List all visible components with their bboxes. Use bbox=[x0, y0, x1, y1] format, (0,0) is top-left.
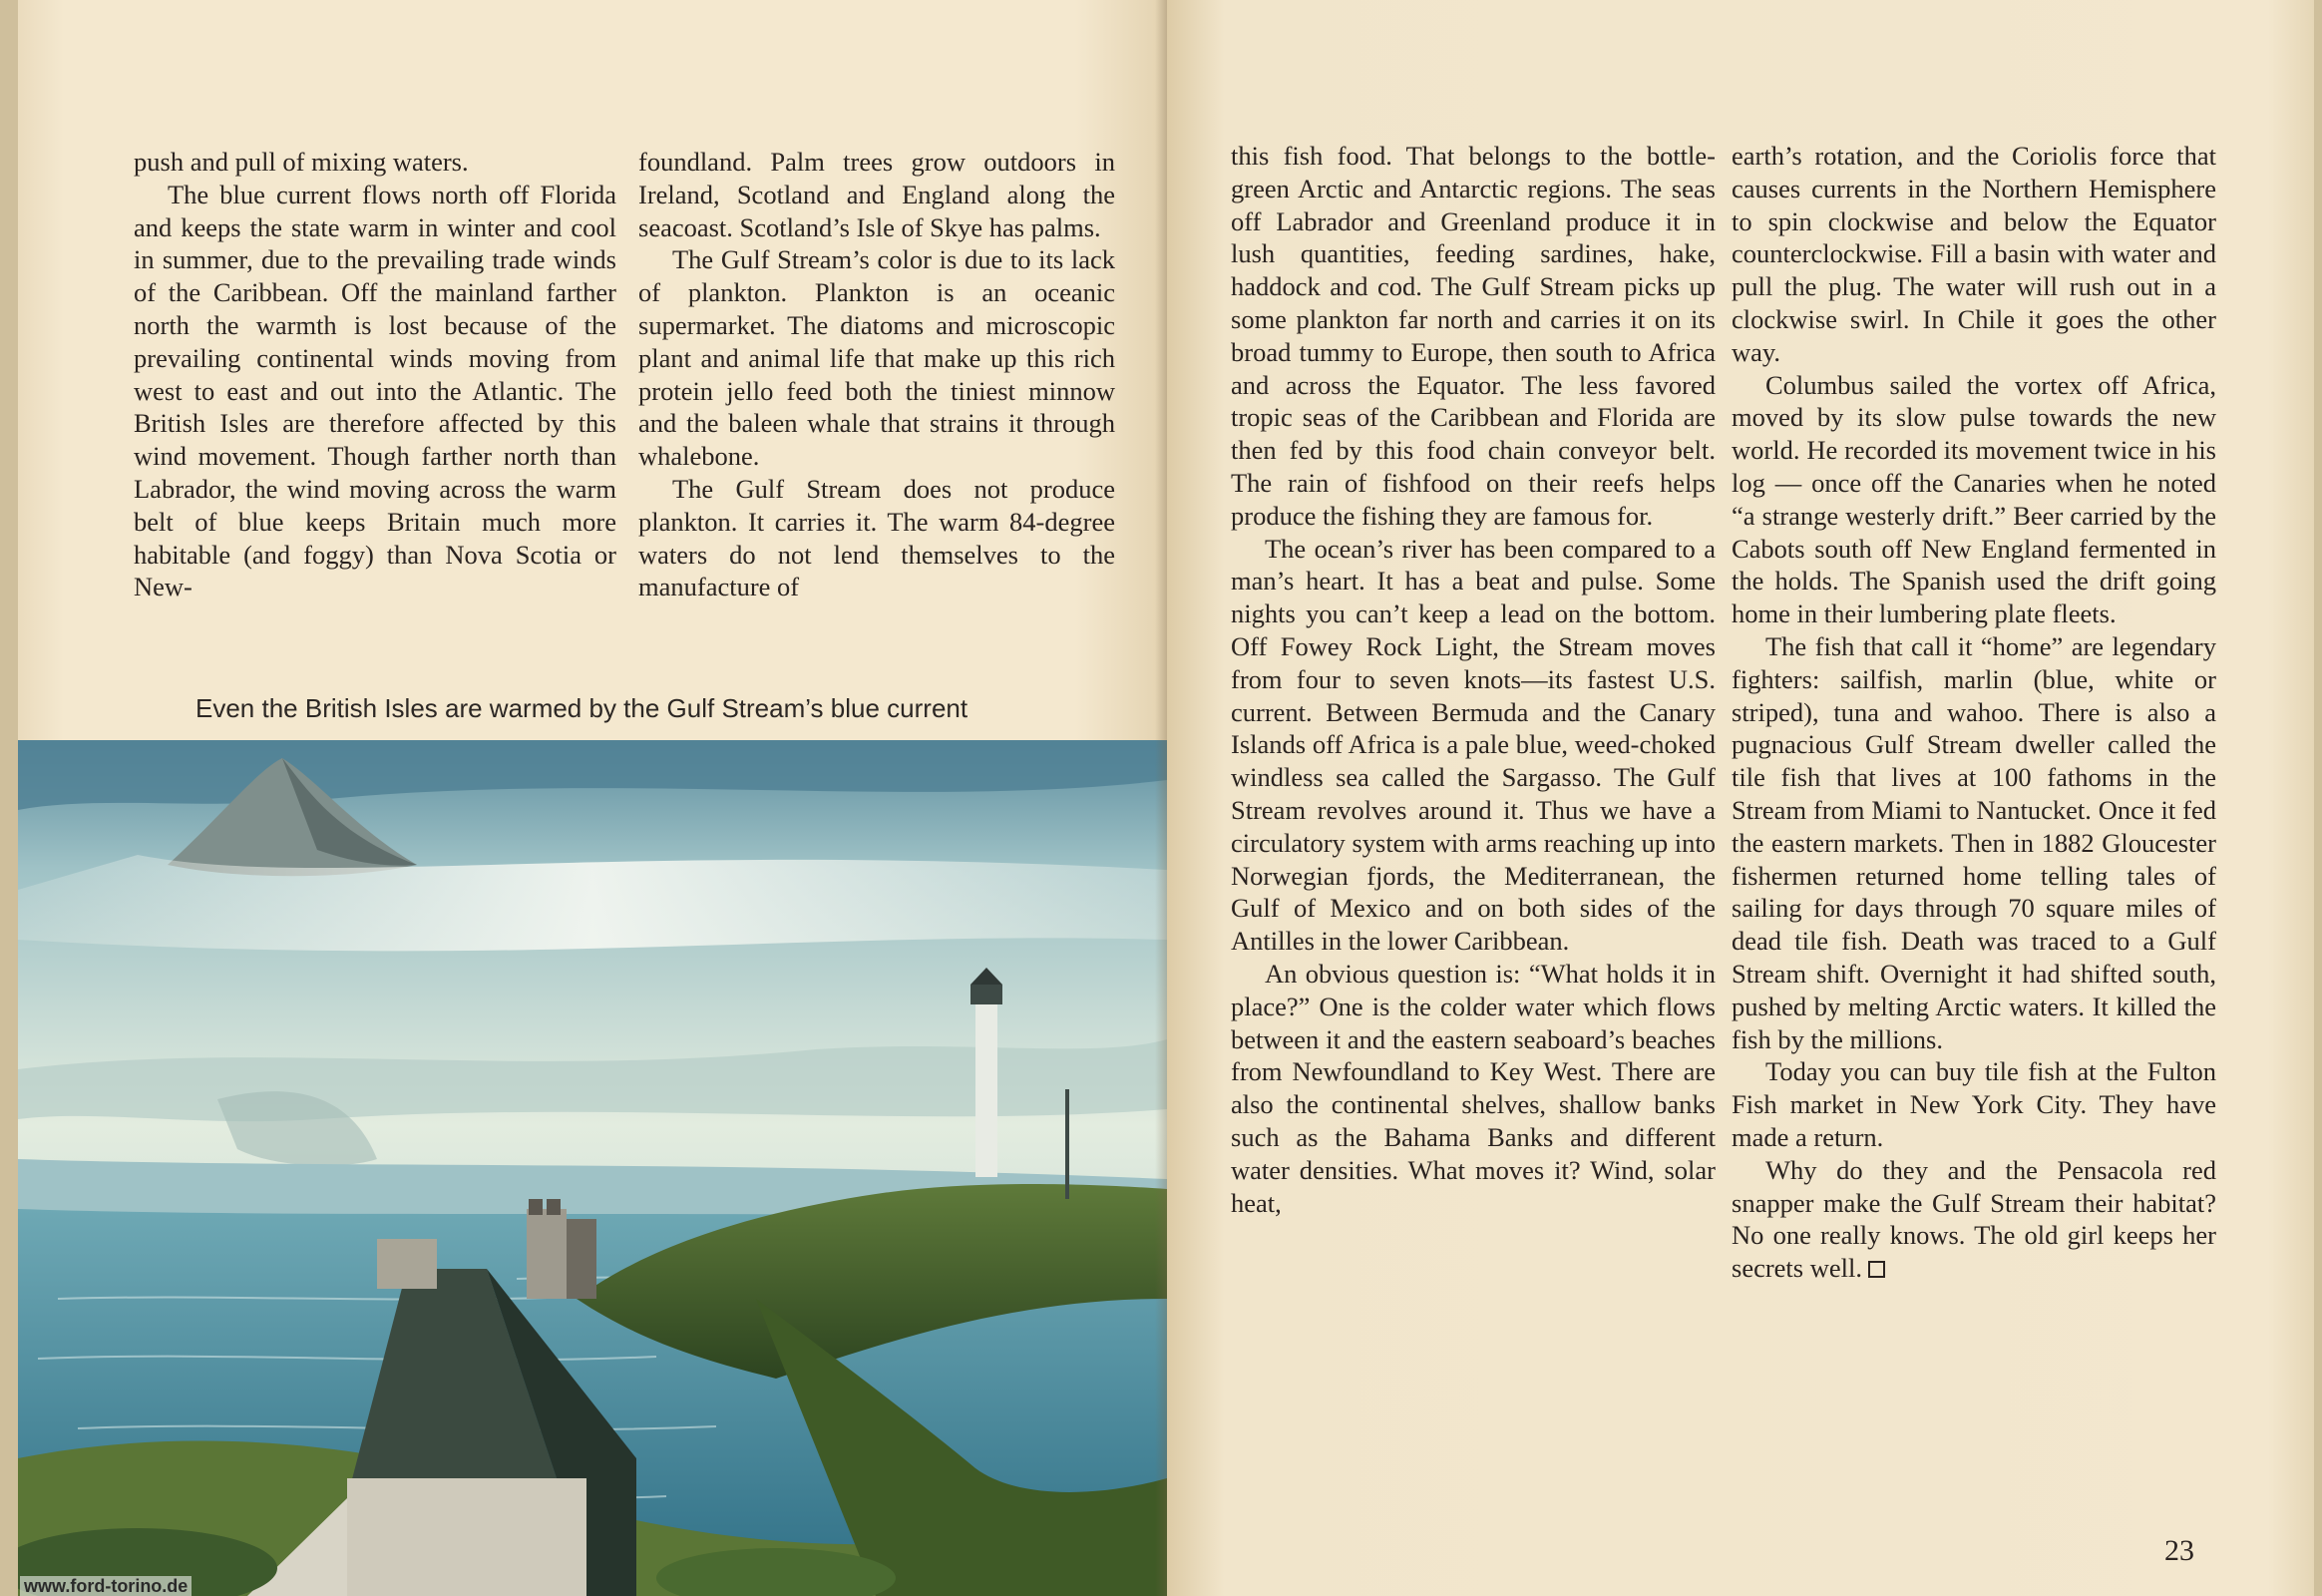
paragraph: push and pull of mixing waters. bbox=[134, 147, 469, 177]
page-number: 23 bbox=[2164, 1534, 2194, 1567]
paragraph: foundland. Palm trees grow outdoors in Ireland, Scotland and England along the seacoast. Scotland’s Isle of Skye has palms. bbox=[638, 147, 1115, 242]
text-column-1 bbox=[134, 146, 616, 603]
paragraph: Columbus sailed the vortex off Africa, moved by its slow pulse towards the new world. He recorded its movement twice in his log — once off the Canaries when he noted “a strange westerly drift.” Beer carried by the Cabots south off New England fermented in the holds. The Spanish used the drift going home in their lumbering plate fleets. bbox=[1732, 369, 2216, 629]
left-page bbox=[18, 0, 1167, 1596]
paragraph: The ocean’s river has been compared to a man’s heart. It has a beat and pulse. Some nights you can’t keep a lead on the bottom. Off Fowey Rock Light, the Stream moves from four to seven knots—its fastest U.S. current. Between Bermuda and the Canary Islands off Africa is a pale blue, weed-choked windless sea called the Sargasso. The Gulf Stream revolves around it. Thus we have a circulatory system with arms reaching up into Norwegian fjords, the Mediterranean, the Gulf of Mexico and on both sides of the Antilles in the lower Caribbean. bbox=[1231, 533, 1716, 957]
site-watermark: www.ford-torino.de bbox=[20, 1576, 192, 1596]
text-column-2 bbox=[638, 146, 1115, 603]
illustration-caption: Even the British Isles are warmed by the Gulf Stream’s blue current bbox=[195, 693, 968, 723]
right-page bbox=[1167, 0, 2314, 1596]
paragraph: The fish that call it “home” are legendary fighters: sailfish, marlin (blue, white or striped), tuna and wahoo. There is also a pugnacious Gulf Stream dweller called the tile fish that lives at 100 fathoms in the Stream from Miami to Nantucket. Once it fed the eastern markets. Then in 1882 Gloucester fishermen returned home telling tales of sailing for days through 70 square miles of dead tile fish. Death was traced to a Gulf Stream shift. Overnight it had shifted south, pushed by melting Arctic waters. It killed the fish by the millions. bbox=[1732, 630, 2216, 1054]
isle-of-skye-illustration bbox=[18, 740, 1167, 1596]
paragraph: The Gulf Stream’s color is due to its lack of plankton. Plankton is an oceanic supermarket. The diatoms and microscopic plant and animal life that make up this rich protein jello feed both the tiniest minnow and the baleen whale that strains it through whalebone. bbox=[638, 244, 1115, 472]
paragraph: earth’s rotation, and the Coriolis force that causes currents in the Northern Hemisphere to spin clockwise and below the Equator counterclockwise. Fill a basin with water and pull the plug. The water will rush out in a clockwise swirl. In Chile it goes the other way. bbox=[1732, 141, 2216, 367]
paragraph-text: Why do they and the Pensacola red snapper make the Gulf Stream their habitat? No one really knows. The old girl keeps her secrets well. bbox=[1732, 1154, 2216, 1284]
paragraph: this fish food. That belongs to the bottle-green Arctic and Antarctic regions. The seas off Labrador and Greenland produce it in lush quantities, feeding sardines, hake, haddock and cod. The Gulf Stream picks up some plankton far north and carries it on its broad tummy to Europe, then south to Africa and across the Equator. The less favored tropic seas of the Caribbean and Florida are then fed by this food chain conveyor belt. The rain of fishfood on their reefs helps produce the fishing they are famous for. bbox=[1231, 141, 1716, 531]
text-column-3 bbox=[1231, 140, 1716, 1219]
paragraph: The Gulf Stream does not produce plankton. It carries it. The warm 84-degree waters do not lend themselves to the manufacture of bbox=[638, 473, 1115, 602]
paragraph: The blue current flows north off Florida and keeps the state warm in winter and cool in summer, due to the prevailing trade winds of the Caribbean. Off the mainland farther north the warmth is lost because of the prevailing continental winds moving from west to east and out into the Atlantic. The British Isles are therefore affected by this wind movement. Though farther north than Labrador, the wind moving across the warm belt of blue keeps Britain much more habitable (and foggy) than Nova Scotia or New- bbox=[134, 179, 616, 602]
paragraph: Today you can buy tile fish at the Fulton Fish market in New York City. They have made a return. bbox=[1732, 1056, 2216, 1152]
paragraph bbox=[1732, 1154, 2216, 1285]
paragraph: An obvious question is: “What holds it in place?” One is the colder water which flows between it and the eastern seaboard’s beaches from Newfoundland to Key West. There are also the continental shelves, shallow banks such as the Bahama Banks and different water densities. What moves it? Wind, solar heat, bbox=[1231, 958, 1716, 1218]
end-of-article-icon bbox=[1868, 1261, 1885, 1278]
text-column-4 bbox=[1732, 140, 2216, 1285]
